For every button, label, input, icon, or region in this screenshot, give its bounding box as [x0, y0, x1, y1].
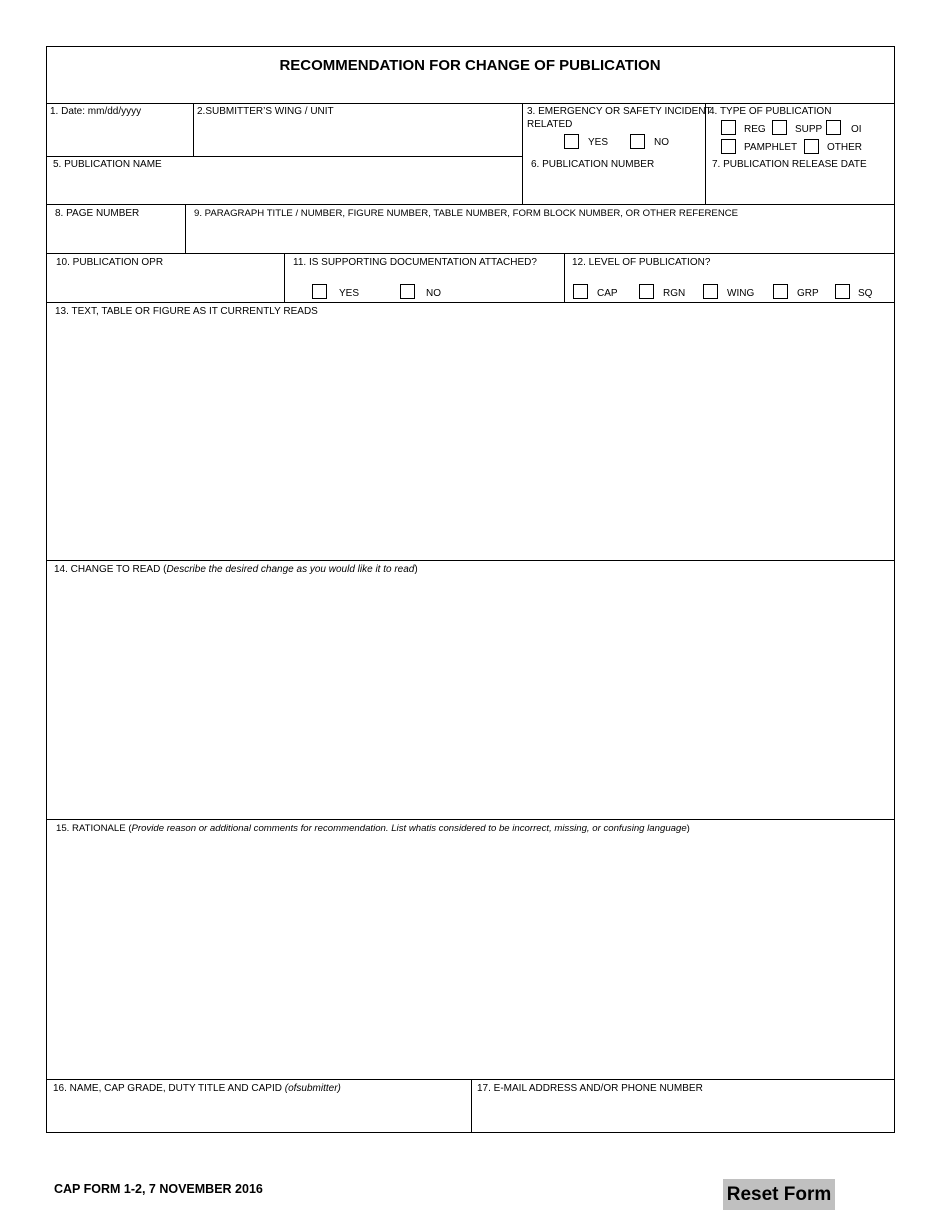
rationale-suffix: ) [686, 823, 690, 834]
frame-top [46, 46, 895, 47]
supporting-docs-label: 11. IS SUPPORTING DOCUMENTATION ATTACHED? [293, 257, 537, 268]
rule [46, 253, 895, 254]
change-to-read-hint: Describe the desired change as you would like it to read [166, 564, 415, 575]
pub-type-pamphlet-label: PAMPHLET [744, 142, 798, 153]
supporting-docs-yes-label: YES [339, 288, 360, 299]
divider [185, 204, 186, 254]
rule [46, 819, 895, 820]
submitter-prefix: 16. NAME, CAP GRADE, DUTY TITLE AND CAPID [53, 1083, 285, 1094]
level-sq-checkbox[interactable] [835, 284, 850, 299]
level-wing-label: WING [727, 288, 755, 299]
release-date-field[interactable] [707, 171, 893, 202]
rule [46, 204, 895, 205]
supporting-docs-no-label: NO [426, 288, 441, 299]
supporting-docs-no-checkbox[interactable] [400, 284, 415, 299]
wing-unit-field[interactable] [195, 118, 520, 154]
emergency-yes-label: YES [588, 137, 609, 148]
pub-type-label: 4. TYPE OF PUBLICATION [709, 106, 832, 117]
page-number-field[interactable] [48, 220, 184, 252]
rule [46, 156, 522, 157]
paragraph-ref-label: 9. PARAGRAPH TITLE / NUMBER, FIGURE NUMBER, TABLE NUMBER, FORM BLOCK NUMBER, OR OTHER REFERENCE [194, 208, 739, 219]
contact-label: 17. E-MAIL ADDRESS AND/OR PHONE NUMBER [477, 1083, 703, 1094]
pub-number-label: 6. PUBLICATION NUMBER [531, 159, 655, 170]
divider [705, 103, 706, 205]
pub-level-label: 12. LEVEL OF PUBLICATION? [572, 257, 711, 268]
rule [46, 560, 895, 561]
paragraph-ref-field[interactable] [187, 220, 893, 252]
submitter-label [53, 1082, 341, 1095]
rationale-label [56, 822, 690, 835]
level-rgn-checkbox[interactable] [639, 284, 654, 299]
change-to-read-label [54, 563, 418, 576]
pub-type-other-checkbox[interactable] [804, 139, 819, 154]
emergency-no-checkbox[interactable] [630, 134, 645, 149]
pub-name-field[interactable] [48, 171, 520, 202]
divider [193, 103, 194, 157]
pub-name-label: 5. PUBLICATION NAME [53, 159, 162, 170]
rationale-prefix: 15. RATIONALE ( [56, 823, 132, 834]
submitter-hint: (ofsubmitter) [284, 1083, 341, 1094]
change-to-read-suffix: ) [414, 564, 418, 575]
pub-type-reg-checkbox[interactable] [721, 120, 736, 135]
pub-number-field[interactable] [524, 171, 704, 202]
date-label: 1. Date: mm/dd/yyyy [50, 106, 142, 117]
pub-type-supp-label: SUPP [795, 124, 823, 135]
reset-form-button[interactable]: Reset Form [723, 1179, 835, 1210]
pub-type-reg-label: REG [744, 124, 766, 135]
level-wing-checkbox[interactable] [703, 284, 718, 299]
divider [284, 253, 285, 303]
level-grp-checkbox[interactable] [773, 284, 788, 299]
supporting-docs-yes-checkbox[interactable] [312, 284, 327, 299]
level-sq-label: SQ [858, 288, 873, 299]
emergency-yes-checkbox[interactable] [564, 134, 579, 149]
release-date-label: 7. PUBLICATION RELEASE DATE [712, 159, 867, 170]
rule [46, 103, 895, 104]
emergency-no-label: NO [654, 137, 669, 148]
page-number-label: 8. PAGE NUMBER [55, 208, 140, 219]
pub-opr-label: 10. PUBLICATION OPR [56, 257, 164, 268]
pub-type-oi-label: OI [851, 124, 862, 135]
rule [46, 302, 895, 303]
form-title: RECOMMENDATION FOR CHANGE OF PUBLICATION [279, 57, 661, 74]
current-text-area[interactable] [48, 318, 893, 558]
rationale-area[interactable] [48, 836, 893, 1077]
change-to-read-area[interactable] [48, 576, 893, 817]
pub-type-pamphlet-checkbox[interactable] [721, 139, 736, 154]
level-rgn-label: RGN [663, 288, 686, 299]
level-cap-label: CAP [597, 288, 618, 299]
current-text-label: 13. TEXT, TABLE OR FIGURE AS IT CURRENTLY READS [55, 306, 318, 317]
divider [471, 1079, 472, 1133]
form-number: CAP FORM 1-2, 7 NOVEMBER 2016 [54, 1182, 263, 1196]
change-to-read-prefix: 14. CHANGE TO READ ( [54, 564, 167, 575]
level-grp-label: GRP [797, 288, 819, 299]
rationale-hint: Provide reason or additional comments for recommendation. List whatis considered to be incorrect, missing, or confusing language [131, 823, 687, 834]
emergency-label: 3. EMERGENCY OR SAFETY INCIDENT [527, 106, 712, 117]
frame-left [46, 46, 47, 1133]
pub-type-supp-checkbox[interactable] [772, 120, 787, 135]
frame-right [894, 46, 895, 1133]
contact-field[interactable] [473, 1095, 893, 1131]
level-cap-checkbox[interactable] [573, 284, 588, 299]
pub-type-other-label: OTHER [827, 142, 862, 153]
divider [564, 253, 565, 303]
pub-opr-field[interactable] [48, 269, 283, 301]
pub-type-oi-checkbox[interactable] [826, 120, 841, 135]
date-field[interactable] [48, 118, 192, 154]
wing-unit-label: 2.SUBMITTER’S WING / UNIT [197, 106, 334, 117]
divider [522, 103, 523, 205]
submitter-field[interactable] [48, 1095, 470, 1131]
emergency-label-2: RELATED [527, 119, 573, 130]
